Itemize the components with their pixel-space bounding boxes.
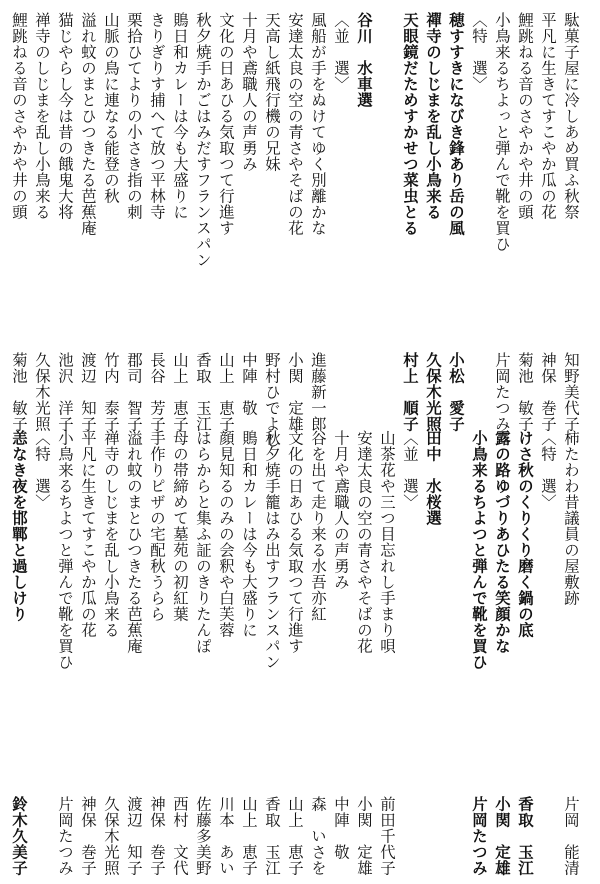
haiku-line: 〈特 選〉 bbox=[33, 430, 51, 510]
haiku-author: 渡辺 知子 bbox=[79, 352, 97, 432]
haiku-line: 溢れ蚊のまとひつきたる芭蕉庵 bbox=[125, 430, 143, 654]
selection-heading: 田中 水桜選 bbox=[424, 430, 442, 526]
haiku-author: 郡司 智子 bbox=[125, 352, 143, 432]
haiku-line: 〈並 選〉 bbox=[401, 430, 419, 510]
haiku-line: 風船が手をぬけてゆく別離かな bbox=[309, 12, 327, 236]
haiku-line: 手作りピザの宅配秋うらら bbox=[148, 430, 166, 622]
haiku-author: 小関 定雄 bbox=[355, 796, 373, 876]
haiku-author: 佐藤多美野 bbox=[194, 796, 212, 876]
haiku-author: 久保木光照 bbox=[424, 352, 442, 432]
haiku-author: 鈴木久美子 bbox=[10, 796, 28, 876]
selection-heading: 恙なき夜を邯鄲と過しけり bbox=[10, 430, 28, 622]
haiku-line: 山脈の鳥に連なる能登の秋 bbox=[102, 12, 120, 204]
haiku-line: 平凡に生きてすこやか瓜の花 bbox=[79, 430, 97, 638]
haiku-line: 栗拾ひてよりの小さき指の刺 bbox=[125, 12, 143, 220]
haiku-author: 菊池 敏子 bbox=[10, 352, 28, 432]
haiku-line: 谷を出て走り来る水吾亦紅 bbox=[309, 430, 327, 622]
haiku-line: 山茶花や三つ目忘れし手まり唄 bbox=[378, 430, 396, 654]
selection-heading: 露の路ゆづりあひたる笑顔かな bbox=[493, 430, 511, 654]
haiku-line: 鵙日和カレーは今も大盛りに bbox=[171, 12, 189, 220]
haiku-line: 天高し紙飛行機の兄妹 bbox=[263, 12, 281, 172]
haiku-line: 禅寺のしじまを乱し小鳥来る bbox=[102, 430, 120, 638]
haiku-line: 〈特 選〉 bbox=[470, 12, 488, 92]
haiku-author: 香取 玉江 bbox=[263, 796, 281, 876]
haiku-author: 神保 巻子 bbox=[539, 352, 557, 432]
haiku-author: 池沢 洋子 bbox=[56, 352, 74, 432]
haiku-author: 久保木光照 bbox=[102, 796, 120, 876]
haiku-author: 川本 あい bbox=[217, 796, 235, 876]
haiku-author: 西村 文代 bbox=[171, 796, 189, 876]
haiku-line: 小鳥来るちよつと弾んで靴を買ひ bbox=[56, 430, 74, 670]
haiku-line: 母の帯締めて墓苑の初紅葉 bbox=[171, 430, 189, 622]
haiku-line: はらからと集ふ証のきりたんぽ bbox=[194, 430, 212, 654]
haiku-line: 文化の日あひる気取つて行進す bbox=[217, 12, 235, 236]
haiku-line: 〈並 選〉 bbox=[332, 12, 350, 92]
haiku-line: 禅寺のしじまを乱し小鳥来る bbox=[33, 12, 51, 220]
haiku-line: 顔見知るのみの会釈や白芙蓉 bbox=[217, 430, 235, 638]
haiku-line: きりぎりす捕へて放つ平林寺 bbox=[148, 12, 166, 220]
haiku-line: 安達太良の空の青さやそばの花 bbox=[286, 12, 304, 236]
haiku-author: 小松 愛子 bbox=[447, 352, 465, 432]
haiku-author: 片岡 能清 bbox=[562, 796, 580, 876]
haiku-line: 安達太良の空の青さやそばの花 bbox=[355, 430, 373, 654]
haiku-line: 鯉跳ねる音のさやかや井の頭 bbox=[516, 12, 534, 220]
haiku-line: 〈特 選〉 bbox=[539, 430, 557, 510]
haiku-author: 進藤新一郎 bbox=[309, 352, 327, 432]
haiku-author: 小関 定雄 bbox=[286, 352, 304, 432]
selection-heading: 天眼鏡だためすかせつ菜虫とる bbox=[401, 12, 419, 236]
haiku-line: 十月や鳶職人の声勇み bbox=[332, 430, 350, 590]
haiku-author: 菊池 敏子 bbox=[516, 352, 534, 432]
haiku-author: 香取 玉江 bbox=[194, 352, 212, 432]
haiku-author: 山上 恵子 bbox=[286, 796, 304, 876]
haiku-line: 十月や鳶職人の声勇み bbox=[240, 12, 258, 172]
haiku-author: 山上 恵子 bbox=[217, 352, 235, 432]
selection-heading: 小鳥来るちよつと弾んで靴を買ひ bbox=[470, 430, 488, 670]
haiku-line: 秋夕焼手かごはみだすフランスパン bbox=[194, 12, 212, 268]
haiku-author: 小関 定雄 bbox=[493, 796, 511, 876]
haiku-line: 鯉跳ねる音のさやかや井の頭 bbox=[10, 12, 28, 220]
selection-heading: 禪寺のしじまを乱し小鳥来る bbox=[424, 12, 442, 220]
haiku-author: 山上 恵子 bbox=[171, 352, 189, 432]
haiku-author: 片岡たつみ bbox=[56, 796, 74, 876]
haiku-line: 平凡に生きてすこやか瓜の花 bbox=[539, 12, 557, 220]
haiku-author: 野村ひでよし bbox=[263, 352, 281, 448]
haiku-line: 柿たわわ昔議員の屋敷跡 bbox=[562, 430, 580, 606]
haiku-line: 猫じやらし今は昔の餓鬼大将 bbox=[56, 12, 74, 220]
haiku-line: 鵙日和カレーは今も大盛りに bbox=[240, 430, 258, 638]
haiku-author: 森 いさを bbox=[309, 796, 327, 876]
haiku-author: 中陣 敬 bbox=[240, 352, 258, 416]
haiku-author: 香取 玉江 bbox=[516, 796, 534, 876]
haiku-line: 駄菓子屋に冷しあめ買ふ秋祭 bbox=[562, 12, 580, 220]
haiku-line: 文化の日あひる気取つて行進す bbox=[286, 430, 304, 654]
haiku-line: 溢れ蚊のまとひつきたる芭蕉庵 bbox=[79, 12, 97, 236]
haiku-author: 神保 巻子 bbox=[148, 796, 166, 876]
haiku-author: 長谷 芳子 bbox=[148, 352, 166, 432]
haiku-author: 神保 巻子 bbox=[79, 796, 97, 876]
haiku-author: 片岡たつみ bbox=[493, 352, 511, 432]
haiku-author: 前田千代子 bbox=[378, 796, 396, 876]
haiku-author: 知野美代子 bbox=[562, 352, 580, 432]
haiku-author: 渡辺 知子 bbox=[125, 796, 143, 876]
selection-heading: けさ秋のくりくり磨く鍋の底 bbox=[516, 430, 534, 638]
haiku-author: 山上 恵子 bbox=[240, 796, 258, 876]
selection-heading: 谷川 水車選 bbox=[355, 12, 373, 108]
selection-heading: 穂すすきになびき鋒あり岳の風 bbox=[447, 12, 465, 236]
haiku-line: 小鳥来るちよっと弾んで靴を買ひ bbox=[493, 12, 511, 252]
haiku-line: 秋夕焼手籠はみ出すフランスパン bbox=[263, 430, 281, 670]
haiku-author: 片岡たつみ bbox=[470, 796, 488, 876]
haiku-author: 竹内 泰子 bbox=[102, 352, 120, 432]
haiku-author: 中陣 敬 bbox=[332, 796, 350, 860]
haiku-author: 久保木光照 bbox=[33, 352, 51, 432]
haiku-author: 村上 順子 bbox=[401, 352, 419, 432]
